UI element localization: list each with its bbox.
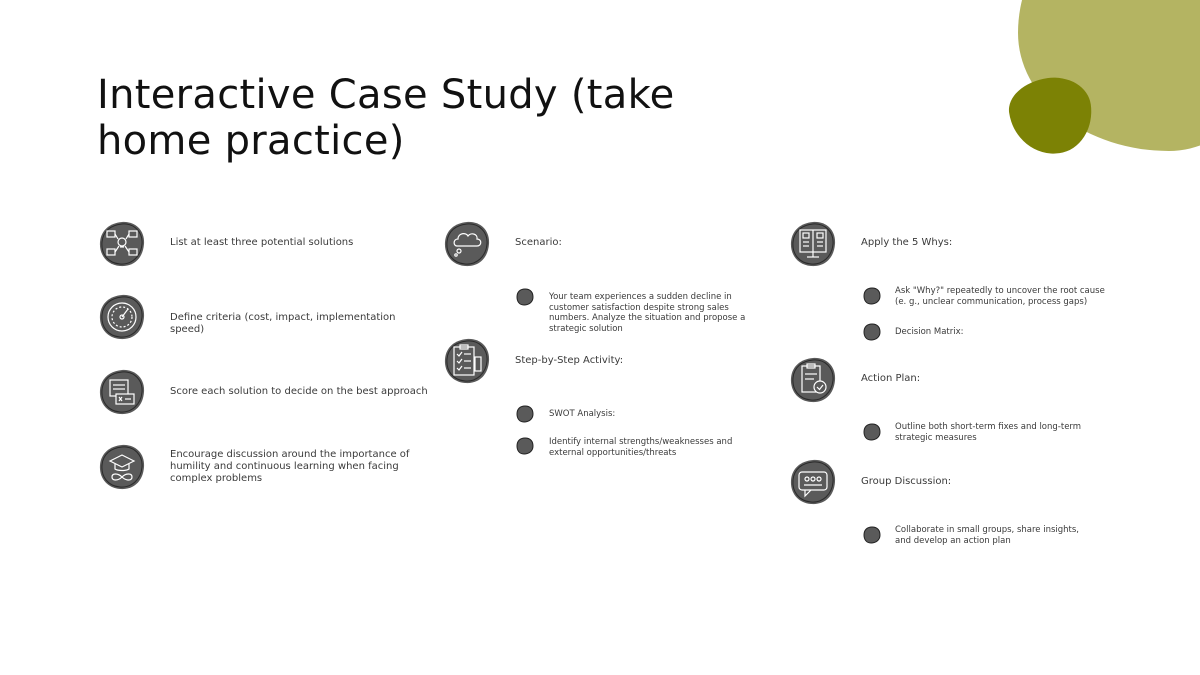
bullet-icon [863, 423, 881, 441]
page-title: Interactive Case Study (take home practice) [97, 72, 675, 164]
activity-label: Step-by-Step Activity: [515, 355, 624, 366]
checklist-icon [443, 337, 491, 385]
matrix-label: Decision Matrix: [895, 327, 964, 337]
comparison-board-icon [789, 220, 837, 268]
whys-label: Apply the 5 Whys: [861, 237, 953, 248]
col1-item-1-text: List at least three potential solutions [170, 237, 354, 248]
whys-text: Ask "Why?" repeatedly to uncover the root cause (e. g., unclear communication, process gaps) [895, 286, 1105, 307]
scorecard-icon [98, 368, 146, 416]
bullet-icon [516, 437, 534, 455]
swot-text: Identify internal strengths/weaknesses and external opportunities/threats [549, 437, 733, 458]
group-label: Group Discussion: [861, 476, 952, 487]
bullet-icon [863, 526, 881, 544]
bullet-icon [863, 323, 881, 341]
swot-label: SWOT Analysis: [549, 409, 616, 419]
col1-item-3-text: Score each solution to decide on the best approach [170, 386, 428, 397]
learning-icon [98, 443, 146, 491]
col1-item-2-text: Define criteria (cost, impact, implementation speed) [170, 312, 396, 335]
gauge-icon [98, 293, 146, 341]
action-label: Action Plan: [861, 373, 921, 384]
col1-item-4-text: Encourage discussion around the importance of humility and continuous learning when facing complex problems [170, 449, 410, 484]
bullet-icon [516, 288, 534, 306]
bullet-icon [863, 287, 881, 305]
thought-cloud-icon [443, 220, 491, 268]
bullet-icon [516, 405, 534, 423]
action-text: Outline both short-term fixes and long-term strategic measures [895, 422, 1082, 443]
scenario-text: Your team experiences a sudden decline in customer satisfaction despite strong sales numbers. Analyze the situation and propose a strategic solution [549, 292, 746, 334]
group-text: Collaborate in small groups, share insights, and develop an action plan [895, 525, 1079, 546]
scenario-label: Scenario: [515, 237, 562, 248]
action-plan-icon [789, 356, 837, 404]
discussion-icon [789, 458, 837, 506]
solutions-icon [98, 220, 146, 268]
